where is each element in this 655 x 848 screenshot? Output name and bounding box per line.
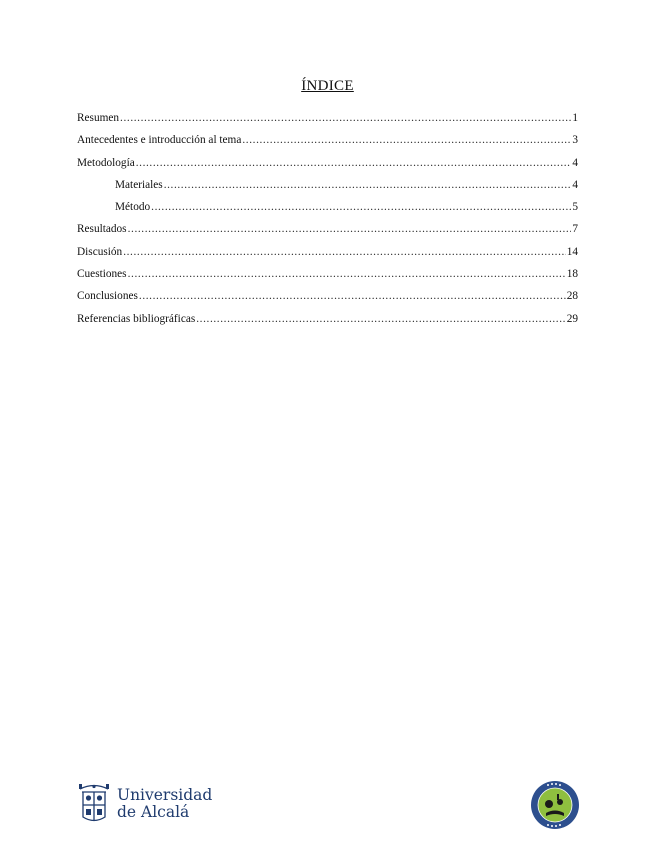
table-of-contents [77, 112, 578, 335]
toc-dot-leader [242, 134, 571, 146]
toc-entry-label: Metodología [77, 156, 135, 169]
page-title: ÍNDICE [301, 78, 354, 94]
toc-entry-page: 3 [572, 134, 578, 147]
toc-entry-page: 1 [572, 112, 578, 124]
toc-entry-label: Conclusiones [77, 290, 138, 303]
toc-entry-label: Método [115, 201, 151, 214]
toc-entry-page: 28 [566, 290, 578, 303]
university-wordmark [117, 787, 212, 821]
toc-entry-label: Cuestiones [77, 268, 127, 281]
toc-entry-label: Antecedentes e introducción al tema [77, 134, 242, 147]
toc-entry-page: 18 [566, 268, 578, 281]
toc-entry[interactable] [77, 290, 578, 312]
toc-entry[interactable] [77, 134, 578, 156]
toc-entry-page: 7 [572, 223, 578, 236]
toc-entry[interactable] [77, 268, 578, 290]
toc-subentry[interactable] [77, 201, 578, 223]
toc-dot-leader [123, 246, 566, 258]
toc-dot-leader [151, 201, 571, 213]
department-seal-icon [530, 780, 580, 830]
toc-dot-leader [120, 112, 571, 124]
toc-subentry[interactable] [77, 179, 578, 201]
toc-entry[interactable] [77, 157, 578, 179]
toc-entry-page: 14 [566, 245, 578, 258]
toc-dot-leader [196, 313, 565, 325]
toc-entry-page: 5 [572, 201, 578, 214]
toc-entry-label: Discusión [77, 245, 123, 258]
toc-entry-label: Resultados [77, 223, 127, 236]
university-crest-icon [77, 783, 111, 825]
toc-entry-label: Materiales [115, 178, 163, 191]
toc-entry[interactable] [77, 313, 578, 335]
university-logo [77, 783, 212, 825]
toc-dot-leader [128, 223, 572, 235]
toc-entry-page: 4 [572, 156, 578, 169]
university-name-line1: Universidad [117, 786, 213, 804]
toc-dot-leader [139, 290, 566, 302]
toc-entry[interactable] [77, 112, 578, 134]
toc-entry-label: Referencias bibliográficas [77, 312, 196, 325]
university-name-line2: de Alcalá [117, 803, 190, 821]
toc-dot-leader [128, 268, 566, 280]
toc-entry-label: Resumen [77, 112, 120, 124]
toc-entry-page: 4 [572, 178, 578, 191]
toc-entry[interactable] [77, 223, 578, 245]
toc-dot-leader [136, 157, 572, 169]
toc-entry-page: 29 [566, 312, 578, 325]
toc-entry[interactable] [77, 246, 578, 268]
toc-dot-leader [164, 179, 572, 191]
